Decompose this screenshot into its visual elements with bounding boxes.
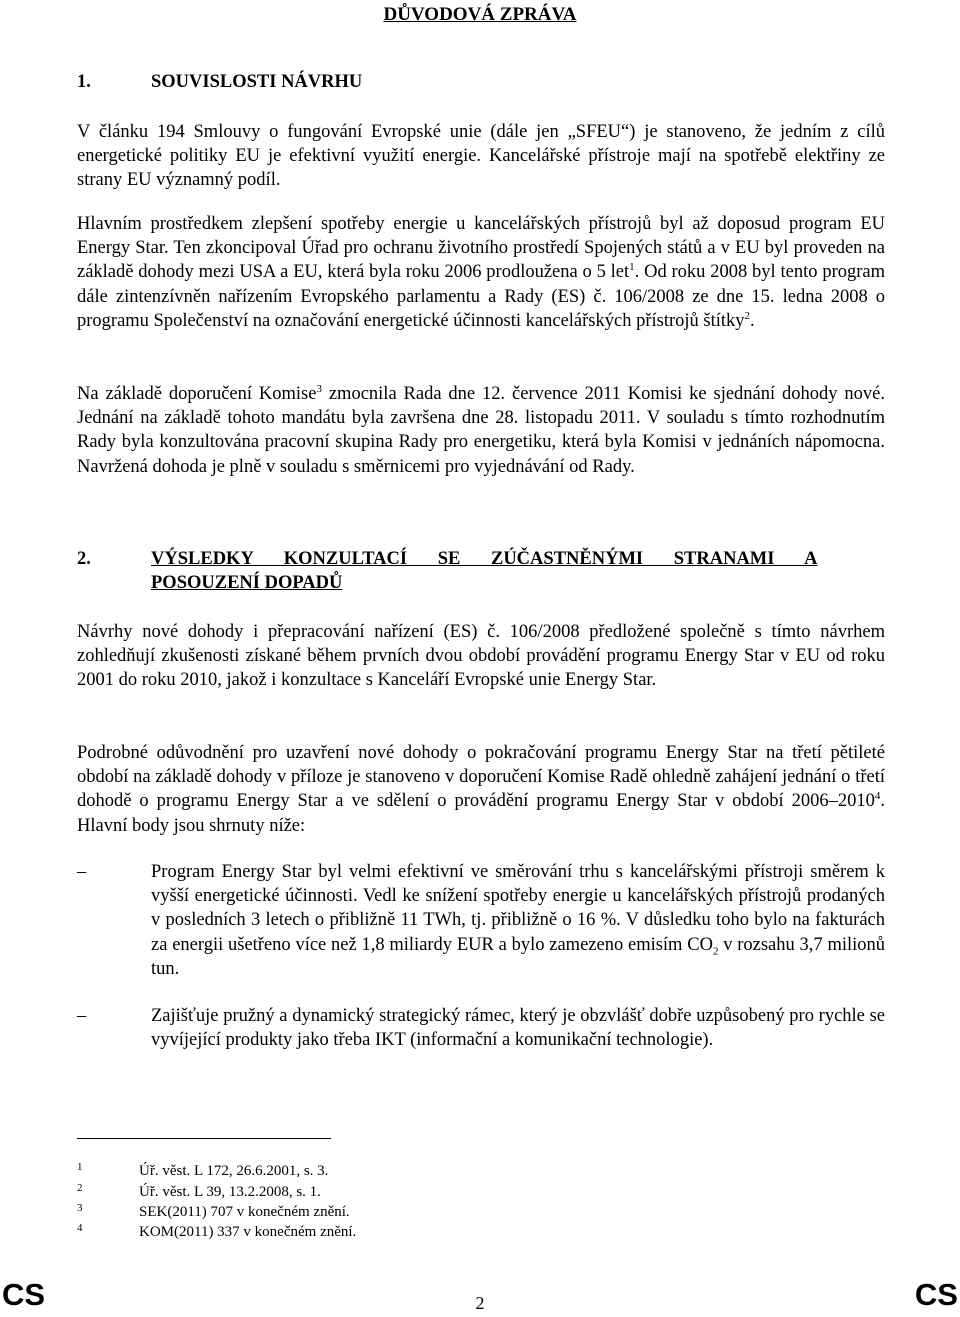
paragraph-energy-star bbox=[77, 212, 885, 333]
footnote-text: Úř. věst. L 172, 26.6.2001, s. 3. bbox=[139, 1163, 329, 1179]
footnote-ref: 4 bbox=[874, 790, 881, 803]
document-title: DŮVODOVÁ ZPRÁVA bbox=[383, 4, 577, 25]
bullet-text bbox=[151, 860, 885, 981]
paragraph-mandate bbox=[77, 382, 885, 479]
section-title-line2: POSOUZENÍ DOPADŮ bbox=[151, 573, 343, 593]
text: Zajišťuje pružný a dynamický strategický rámec, který je obzvlášť dobře uzpůsobený pro rychle se vyvíjející produkty jako třeba IKT (informační a komunikační technologie). bbox=[151, 1006, 885, 1051]
footnote-number: 4 bbox=[77, 1222, 83, 1234]
text: zmocnila Rada dne 12. července 2011 Komisi ke sjednání dohody nové. Jednání na základě tohoto mandátu byla završena dne 28. listopadu 2011. V souladu s tímto rozhodnutím Rady byla konzultována pracovní skupina Rady pro energetiku, která byla Komisi v jednáních nápomocna. Navržená dohoda je plně v souladu s směrnicemi pro vyjednávání od Rady. bbox=[77, 384, 885, 477]
dash-marker: – bbox=[77, 862, 87, 882]
language-code-left: CS bbox=[2, 1277, 46, 1312]
footnote-number: 3 bbox=[77, 1202, 83, 1214]
text: Podrobné odůvodnění pro uzavření nové dohody o pokračování programu Energy Star na třetí pětileté období na základě dohody v příloze je stanoveno v doporučení Komise Radě ohledně zahájení jednání o třetí dohodě o programu Energy Star a ve sdělení o provádění programu Energy Star v období 2006–2010 bbox=[77, 743, 885, 812]
text: . bbox=[750, 310, 755, 331]
footnote-text: SEK(2011) 707 v konečném znění. bbox=[139, 1204, 350, 1220]
footnote-ref: 2 bbox=[744, 309, 751, 322]
footnote-ref: 3 bbox=[316, 382, 322, 395]
dash-marker: – bbox=[77, 1006, 87, 1026]
section-2-heading bbox=[77, 549, 885, 599]
footnote-number: 2 bbox=[77, 1182, 83, 1194]
footnote-text: Úř. věst. L 39, 13.2.2008, s. 1. bbox=[139, 1184, 321, 1200]
footnote-ref: 1 bbox=[629, 261, 635, 274]
section-title: SOUVISLOSTI NÁVRHU bbox=[151, 72, 363, 92]
paragraph-context: V článku 194 Smlouvy o fungování Evropské unie (dále jen „SFEU“) je stanoveno, že jedním z cílů energetické politiky EU je efektivní využití energie. Kancelářské přístroje mají na spotřebě elektřiny ze strany EU významný podíl. bbox=[77, 122, 885, 191]
paragraph-proposals: Návrhy nové dohody i přepracování nařízení (ES) č. 106/2008 předložené společně s tímto návrhem zohledňují zkušenosti získané během prvních dvou období provádění programu Energy Star v EU od roku 2001 do roku 2010, jakož i konzultace s Kanceláří Evropské unie Energy Star. bbox=[77, 622, 885, 691]
bullet-text bbox=[151, 1004, 885, 1052]
paragraph-justification bbox=[77, 741, 885, 838]
section-title-line1: VÝSLEDKY KONZULTACÍ SE ZÚČASTNĚNÝMI STRANAMI A bbox=[151, 549, 818, 569]
text: v rozsahu 3,7 milionů tun. bbox=[151, 934, 886, 979]
subscript: 2 bbox=[712, 945, 719, 958]
footnote-number: 1 bbox=[77, 1161, 83, 1173]
language-code-right: CS bbox=[914, 1277, 958, 1312]
text: . Od roku 2008 byl tento program dále zintenzívněn nařízením Evropského parlamentu a Rady (ES) č. 106/2008 ze dne 15. ledna 2008 o programu Společenství na označování energetické účinnosti kancelářských přístrojů štítky bbox=[77, 262, 885, 331]
text: Hlavním prostředkem zlepšení spotřeby energie u kancelářských přístrojů byl až doposud program EU Energy Star. Ten zkoncipoval Úřad pro ochranu životního prostředí Spojených států a v EU byl proveden na základě dohody mezi USA a EU, která byla roku 2006 prodloužena o 5 let bbox=[77, 214, 885, 283]
text: Na základě doporučení Komise bbox=[77, 384, 317, 404]
page-number: 2 bbox=[475, 1293, 485, 1313]
text: Program Energy Star byl velmi efektivní ve směrování trhu s kancelářskými přístroji směrem k vyšší energetické účinnosti. Vedl ke snížení spotřeby energie u kancelářských přístrojů prodaných v posledních 3 letech o přibližně 11 TWh, tj. přibližně o 16 %. V důsledku toho bylo na fakturách za energii ušetřeno více než 1,8 miliardy EUR a bylo zamezeno emisím CO bbox=[151, 862, 885, 955]
section-number: 2. bbox=[77, 549, 91, 569]
text: . Hlavní body jsou shrnuty níže: bbox=[77, 791, 885, 836]
footnote-text: KOM(2011) 337 v konečném znění. bbox=[139, 1224, 357, 1240]
section-number: 1. bbox=[77, 72, 91, 92]
footnote-separator bbox=[77, 1138, 331, 1139]
